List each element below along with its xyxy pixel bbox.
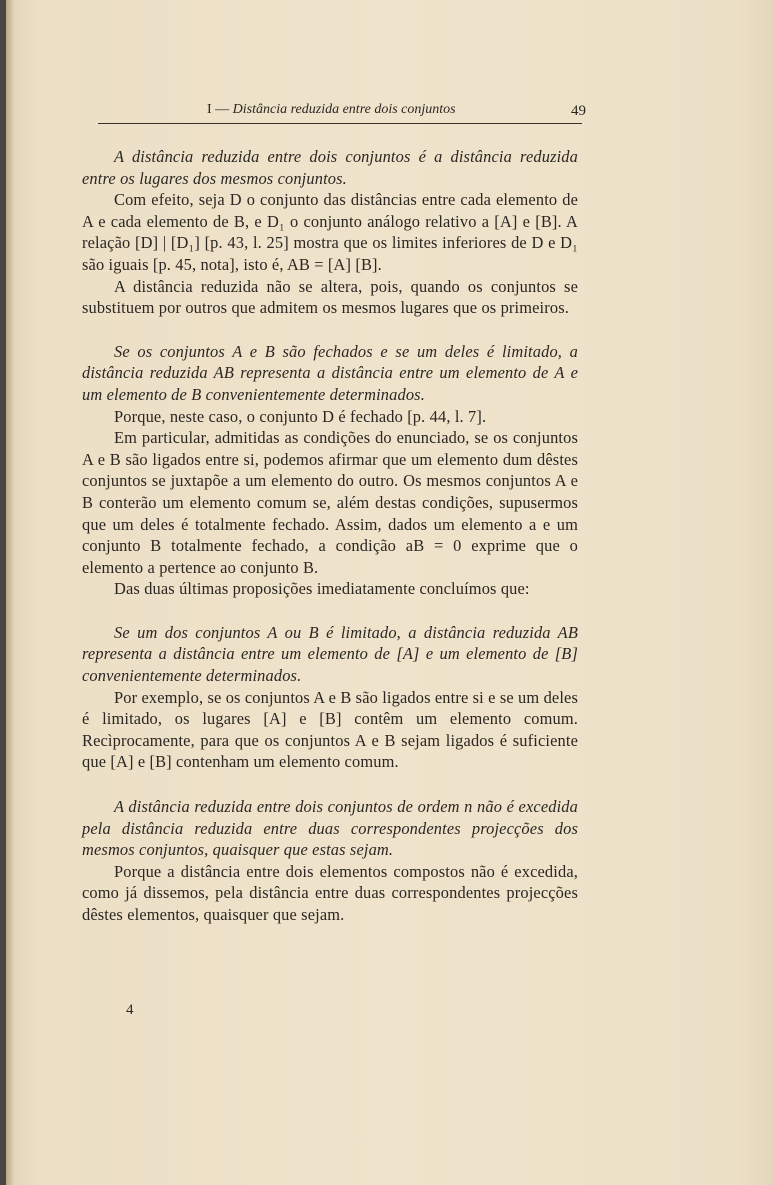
paragraph-3: A distância reduzida não se altera, pois, quando os conjuntos se substituem por outros que admitem os mesmos lugares que os primeiros.	[82, 276, 578, 318]
running-head	[207, 102, 456, 118]
paragraph-2: Com efeito, seja D o conjunto das distâncias entre cada elemento de A e cada elemento de B, e D₁ o conjunto análogo relativo a [A] e [B]. A relação [D] | [D₁] [p. 43, l. 25] mostra que os limites inferiores de D e D₁ são iguais [p. 45, nota], isto é, AB = [A] [B].	[82, 190, 578, 274]
paragraph-9: Por exemplo, se os conjuntos A e B são ligados entre si e se um deles é limitado, os lugares [A] e [B] contêm um elemento comum. Recìprocamente, para que os conjuntos A e B sejam ligados é suficiente que [A] e [B] contenham um elemento comum.	[82, 687, 578, 772]
paragraph-6: Em particular, admitidas as condições do enunciado, se os conjuntos A e B são ligados entre si, podemos afirmar que um elemento dum dêstes conjuntos se juxtapõe a um elemento do outro. Os mesmos conjuntos A e B conterão um elemento comum se, além destas condições, supusermos que um deles é totalmente fechado. Assim, dados um elemento a e um conjunto B totalmente fechado, a condição aB = 0 exprime que o elemento a pertence ao conjunto B.	[82, 428, 578, 577]
paragraph-7: Das duas últimas proposições imediatamente concluímos que:	[114, 579, 530, 599]
chapter-number: I —	[207, 102, 230, 117]
paragraph-1: A distância reduzida entre dois conjuntos é a distância reduzida entre os lugares dos mesmos conjuntos.	[82, 147, 578, 188]
signature-mark: 4	[126, 1002, 134, 1018]
paragraph-11: Porque a distância entre dois elementos compostos não é excedida, como já dissemos, pela distância entre duas correspondentes projecções dêstes elementos, quaisquer que sejam.	[82, 861, 578, 924]
paragraph-4: Se os conjuntos A e B são fechados e se um deles é limitado, a distância reduzida AB representa a distância entre um elemento de A e um elemento de B convenientemente determinados.	[82, 341, 578, 404]
body-text	[82, 146, 578, 926]
header-rule	[98, 123, 582, 124]
chapter-title: Distância reduzida entre dois conjuntos	[232, 102, 456, 117]
page-number: 49	[571, 103, 586, 119]
paragraph-5: Porque, neste caso, o conjunto D é fechado [p. 44, l. 7].	[114, 406, 487, 426]
paragraph-8: Se um dos conjuntos A ou B é limitado, a distância reduzida AB representa a distância entre um elemento de [A] e um elemento de [B] convenientemente determinados.	[82, 622, 578, 686]
paragraph-10: A distância reduzida entre dois conjuntos de ordem n não é excedida pela distância reduzida entre duas correspondentes projecções dos mesmos conjuntos, quaisquer que estas sejam.	[82, 797, 578, 860]
running-header	[101, 100, 586, 120]
